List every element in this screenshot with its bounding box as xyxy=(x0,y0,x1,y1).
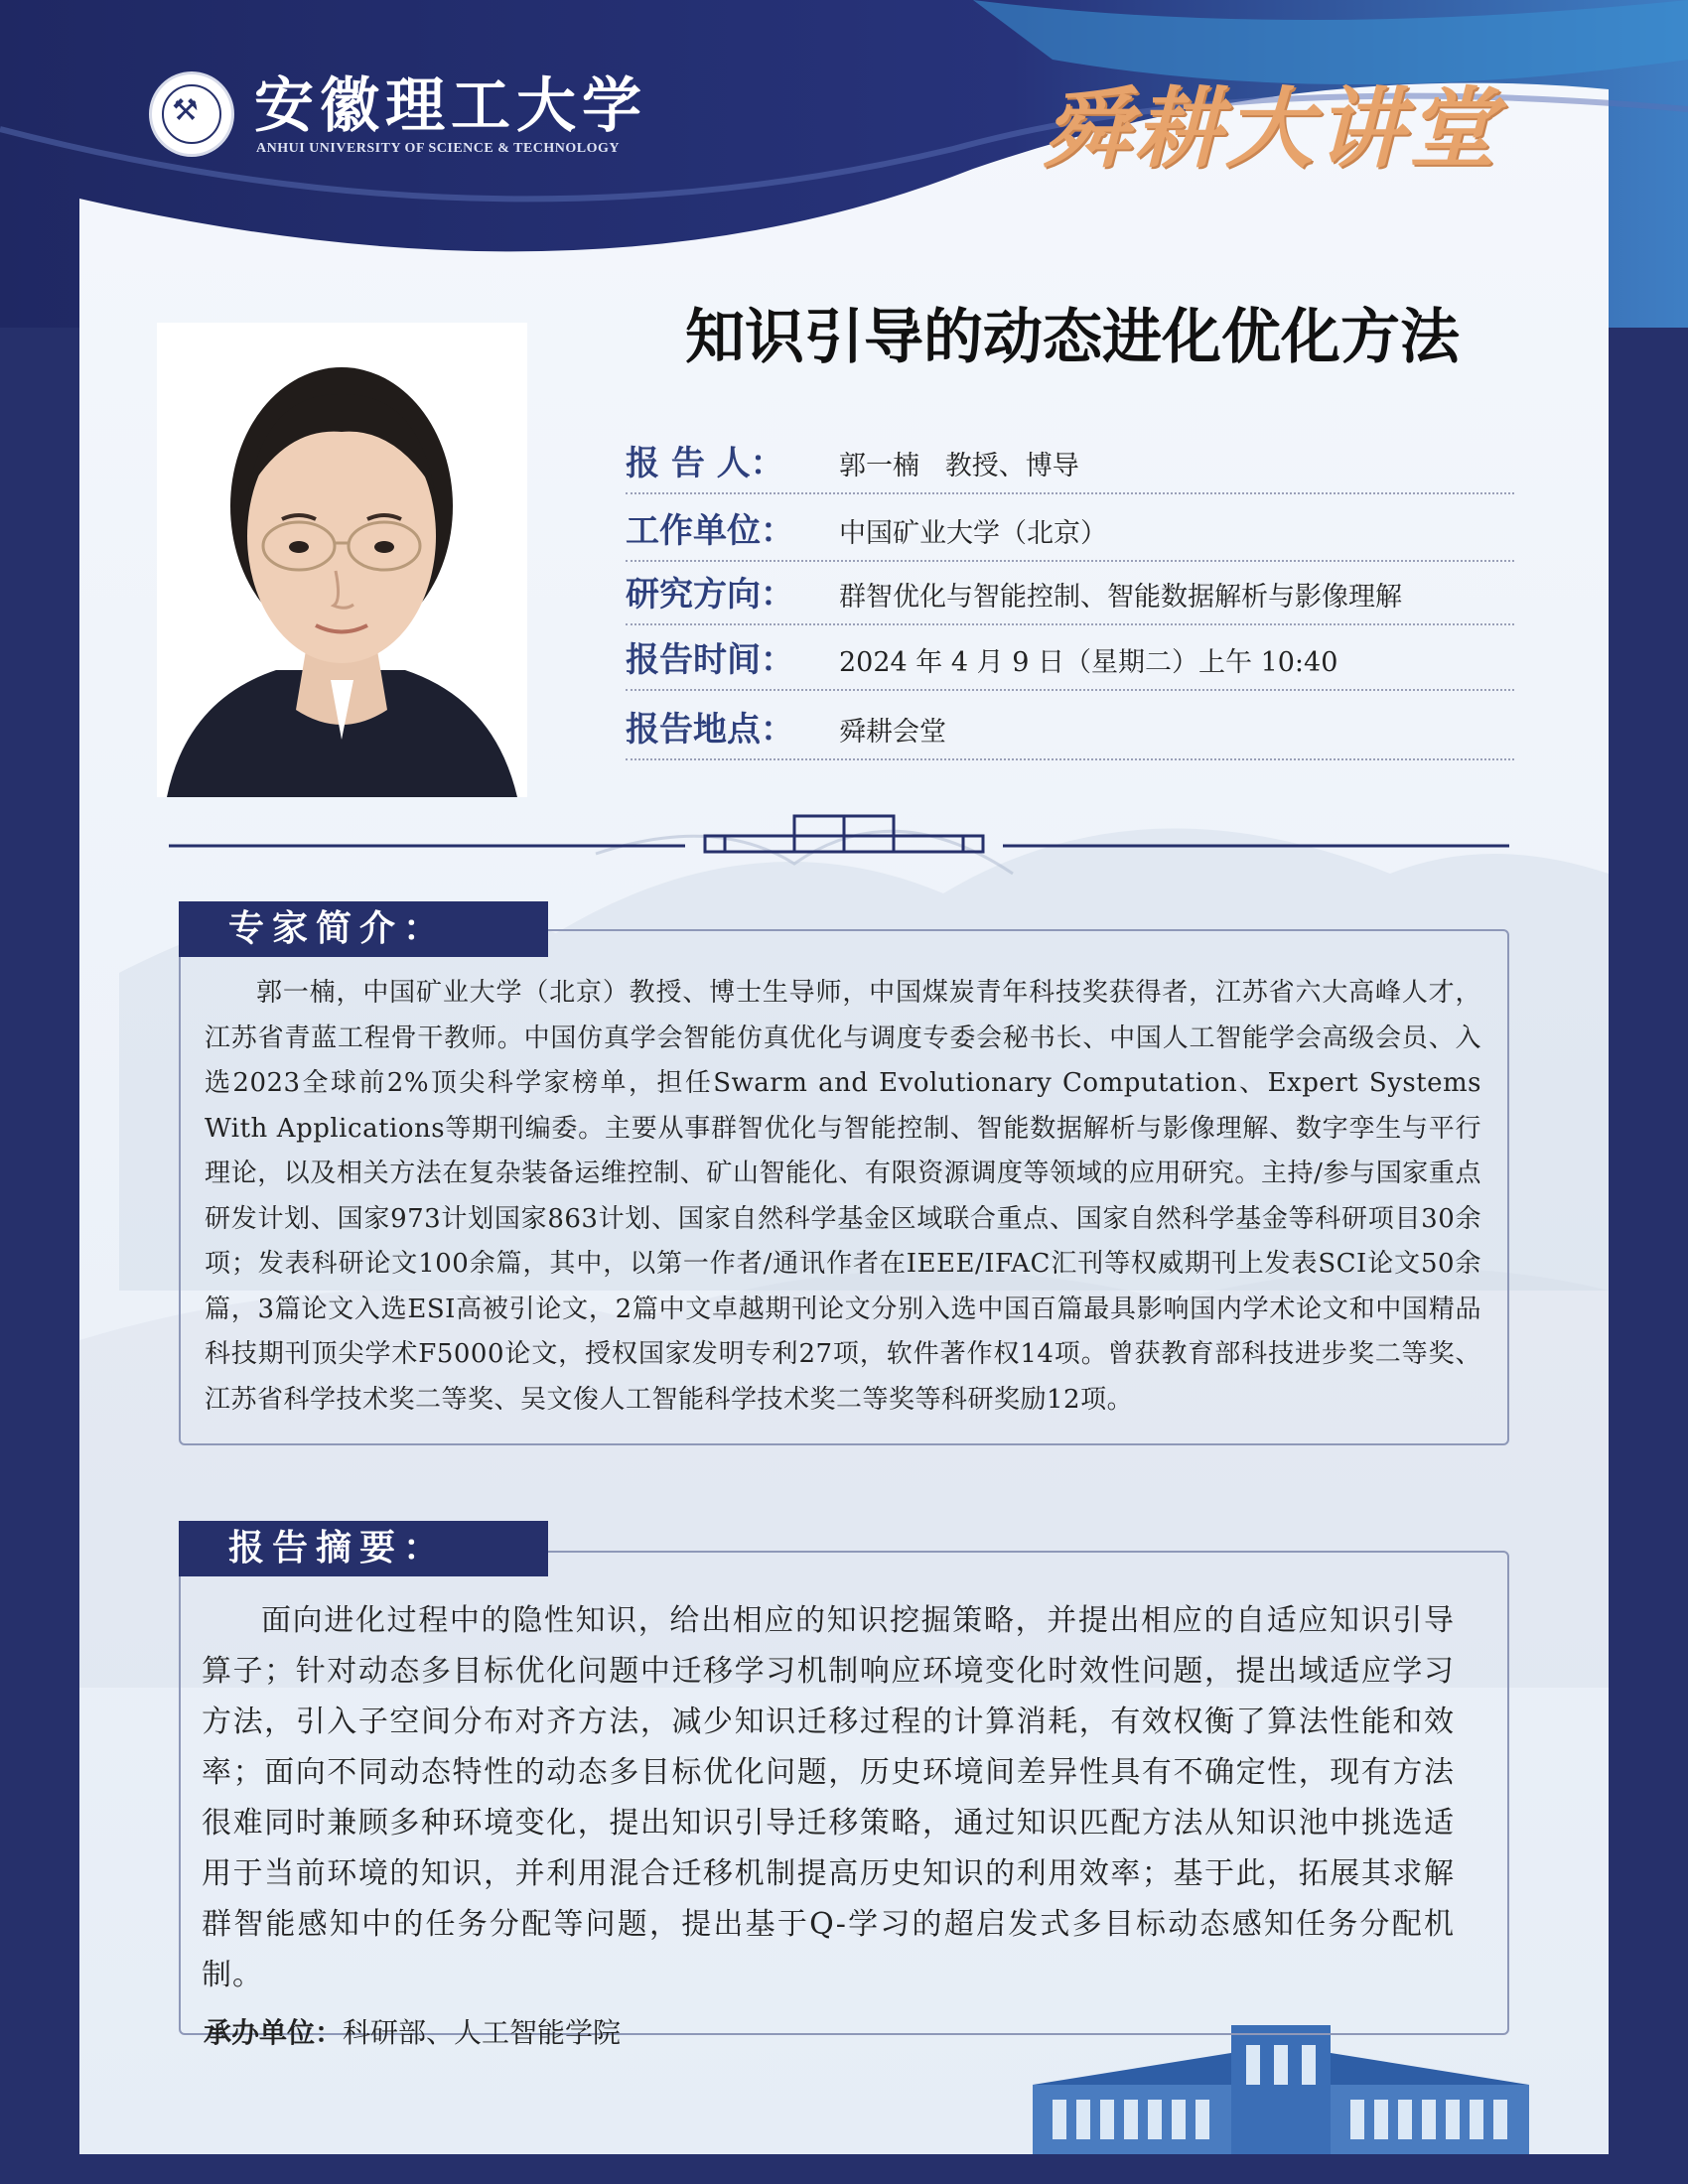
organizer-label: 承办单位： xyxy=(204,2016,344,2049)
info-label: 报告地点： xyxy=(626,710,794,750)
expert-heading: 专家简介： xyxy=(179,901,548,957)
speaker-photo xyxy=(157,323,527,797)
lecture-title: 知识引导的动态进化优化方法 xyxy=(685,303,1460,372)
university-logo xyxy=(149,71,645,171)
info-value: 群智优化与智能控制、智能数据解析与影像理解 xyxy=(839,582,1402,613)
info-value: 2024 年 4 月 9 日（星期二）上午 10:40 xyxy=(839,647,1338,678)
abstract-heading: 报告摘要： xyxy=(179,1521,548,1576)
university-name: 安徽理工大学 xyxy=(254,71,647,141)
abstract-text: 面向进化过程中的隐性知识，给出相应的知识挖掘策略，并提出相应的自适应知识引导算子；针对动态多目标优化问题中迁移学习机制响应环境变化时效性问题，提出域适应学习方法，引入子空间分布对齐方法，减少知识迁移过程的计算消耗，有效权衡了算法性能和效率；面向不同动态特性的动态多目标优化问题，历史环境间差异性具有不确定性，现有方法很难同时兼顾多种环境变化，提出知识引导迁移策略，通过知识匹配方法从知识池中挑选适用于当前环境的知识，并利用混合迁移机制提高历史知识的利用效率；基于此，拓展其求解群智能感知中的任务分配等问题，提出基于Q-学习的超启发式多目标动态感知任务分配机制。 xyxy=(202,1603,1455,1992)
info-row-time xyxy=(626,631,1514,691)
organizer xyxy=(204,2011,621,2051)
info-row-affiliation xyxy=(626,502,1514,562)
university-seal-icon: ⚒ xyxy=(149,71,234,157)
info-value: 中国矿业大学（北京） xyxy=(839,518,1107,549)
expert-bio: 郭一楠，中国矿业大学（北京）教授、博士生导师，中国煤炭青年科技奖获得者，江苏省六大高峰人才，江苏省青蓝工程骨干教师。中国仿真学会智能仿真优化与调度专委会秘书长、中国人工智能学会高级会员、入选2023全球前2%顶尖科学家榜单，担任Swarm and Evolutionary Computation、Expert Systems With Applications等期刊编委。主要从事群智优化与智能控制、智能数据解析与影像理解、数字孪生与平行理论，以及相关方法在复杂装备运维控制、矿山智能化、有限资源调度等领域的应用研究。主持/参与国家重点研发计划、国家973计划国家863计划、国家自然科学基金区域联合重点、国家自然科学基金等科研项目30余项；发表科研论文100余篇，其中，以第一作者/通讯作者在IEEE/IFAC汇刊等权威期刊上发表SCI论文50余篇，3篇论文入选ESI高被引论文，2篇中文卓越期刊论文分别入选中国百篇最具影响国内学术论文和中国精品科技期刊顶尖学术F5000论文，授权国家发明专利27项，软件著作权14项。曾获教育部科技进步奖二等奖、江苏省科学技术奖二等奖、吴文俊人工智能科学技术奖二等奖等科研奖励12项。 xyxy=(205,978,1481,1415)
info-row-venue xyxy=(626,701,1514,760)
organizer-value: 科研部、人工智能学院 xyxy=(343,2016,622,2049)
info-label: 工作单位： xyxy=(626,511,794,551)
info-value: 郭一楠 教授、博导 xyxy=(839,451,1079,481)
info-label: 报告时间： xyxy=(626,640,794,680)
info-label: 研究方向： xyxy=(626,575,794,614)
info-value: 舜耕会堂 xyxy=(839,717,946,748)
lecture-series-logo: 舜耕大讲堂 xyxy=(1043,76,1500,180)
info-row-research xyxy=(626,566,1514,625)
info-row-speaker xyxy=(626,435,1514,494)
university-name-en: ANHUI UNIVERSITY OF SCIENCE & TECHNOLOGY xyxy=(256,141,621,156)
info-label: 报 告 人： xyxy=(626,444,784,483)
